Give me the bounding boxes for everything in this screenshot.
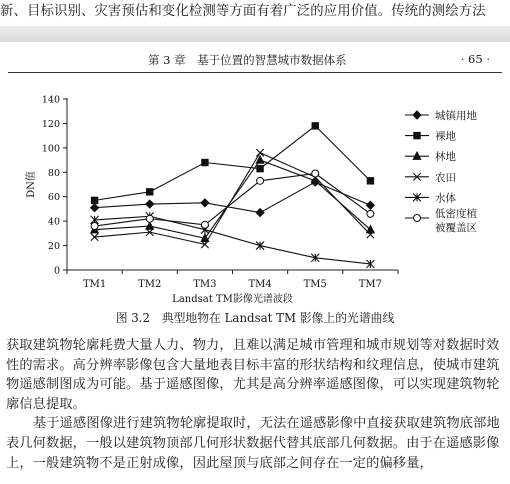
chapter-title: 第 3 章 基于位置的智慧城市数据体系: [148, 53, 347, 67]
legend-label: 农田: [435, 171, 456, 184]
data-point: [366, 201, 374, 209]
header-rule: [8, 72, 502, 73]
x-tick-label: TM4: [248, 279, 272, 290]
y-tick-label: 120: [41, 118, 60, 130]
legend-label: 林地: [435, 151, 456, 164]
data-point: [91, 197, 97, 203]
data-point: [367, 210, 374, 217]
x-tick-label: TM5: [303, 279, 327, 290]
x-tick-label: TM7: [358, 279, 383, 290]
legend-label: 裸地: [435, 130, 456, 143]
data-point: [312, 123, 318, 129]
data-point: [202, 159, 208, 165]
legend-marker: [414, 132, 420, 138]
legend-label: 低密度植: [435, 208, 477, 220]
x-tick-label: TM1: [82, 279, 107, 290]
x-tick-label: TM2: [138, 279, 162, 290]
legend-marker: [413, 111, 421, 119]
legend-label: 被覆盖区: [435, 222, 477, 234]
legend-label: 城镇用地: [435, 110, 477, 122]
data-point: [146, 215, 153, 222]
data-point: [256, 242, 264, 250]
x-tick-label: TM3: [193, 279, 217, 290]
data-point: [146, 200, 154, 208]
body-text: [6, 336, 506, 473]
data-point: [146, 222, 154, 229]
paragraph-2: 基于遥感图像进行建筑物轮廓提取时，无法在遥感影像中直接获取建筑物底部地表几何数据，一般以建筑物顶部几何形状数据代替其底部几何数据。由于在遥感影像上，一般建筑物不是正射成像，因此屋顶与底部之间存在一定的偏移量，: [6, 416, 500, 471]
data-point: [312, 170, 319, 177]
legend-marker: [414, 215, 421, 222]
data-point: [91, 204, 99, 212]
series-line: [95, 182, 371, 213]
page-number: · 65 ·: [460, 52, 490, 66]
data-point: [367, 178, 373, 184]
paragraph-1: 获取建筑物轮廓耗费大量人力、物力，且难以满足城市管理和城市规划等对数据时效性的需求。高分辨率影像包含大量地表目标丰富的形状结构和纹理信息，使城市建筑物遥感制图成为可能。基于遥感图像，尤其是高分辨率遥感图像，可以实现建筑物轮廓信息提取。: [6, 338, 500, 412]
page-header: [0, 51, 510, 69]
top-text-line: 新、目标识别、灾害预估和变化检测等方面有着广泛的应用价值。传统的测绘方法: [0, 4, 486, 19]
y-axis-label: DN值: [26, 171, 37, 198]
data-point: [256, 209, 264, 217]
y-tick-label: 0: [53, 265, 60, 277]
spectral-curve-chart: [0, 84, 510, 306]
series-line: [95, 126, 371, 201]
data-point: [201, 199, 209, 207]
y-tick-label: 60: [47, 192, 60, 204]
x-axis-label: Landsat TM影像光谱波段: [172, 294, 293, 305]
data-point: [201, 221, 208, 228]
y-tick-label: 100: [41, 143, 60, 155]
series-line: [95, 216, 371, 264]
data-point: [257, 165, 263, 171]
series-line: [95, 153, 371, 245]
y-tick-label: 20: [47, 241, 60, 253]
figure-caption: 图 3.2 典型地物在 Landsat TM 影像上的光谱曲线: [115, 311, 395, 325]
data-point: [91, 223, 98, 230]
legend-label: 水体: [435, 192, 456, 205]
y-tick-label: 140: [41, 94, 60, 106]
page-gap-band: [0, 26, 510, 42]
y-tick-label: 40: [47, 216, 60, 228]
data-point: [147, 189, 153, 195]
y-tick-label: 80: [47, 167, 60, 179]
data-point: [257, 177, 264, 184]
